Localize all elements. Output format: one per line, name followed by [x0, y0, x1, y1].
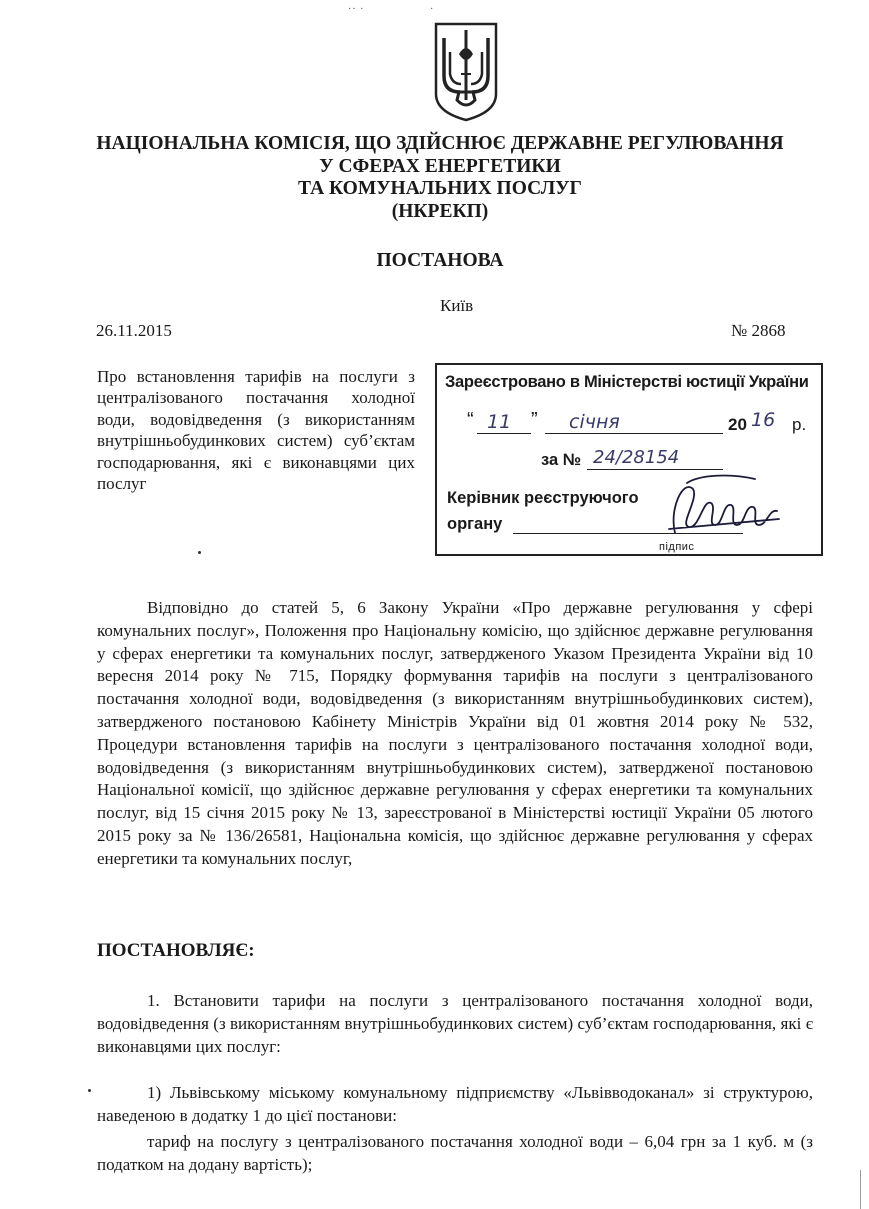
month-line [545, 433, 723, 434]
agency-abbreviation: (НКРЕКП) [391, 200, 489, 222]
document-number: № 2868 [731, 321, 786, 340]
document-type: ПОСТАНОВА [376, 250, 504, 271]
stamp-year-unit: р. [792, 415, 807, 434]
resolve-heading: ПОСТАНОВЛЯЄ: [97, 940, 255, 961]
scan-artifact [88, 1089, 91, 1092]
stamp-month: січня [569, 411, 620, 433]
agency-line-1: НАЦІОНАЛЬНА КОМІСІЯ, ЩО ЗДІЙСНЮЄ ДЕРЖАВНЕ РЕГУЛЮВАННЯ [96, 133, 784, 154]
stamp-head-label: Керівник реєструючого [447, 489, 639, 507]
item-1-1-tariff-paragraph [97, 1131, 813, 1177]
city: Київ [440, 296, 474, 315]
item-1-1-paragraph [97, 1082, 813, 1128]
stamp-title: Зареєстровано в Міністерстві юстиції України [445, 373, 809, 391]
agency-name [60, 133, 820, 223]
agency-line-2: У СФЕРАХ ЕНЕРГЕТИКИ [319, 155, 561, 177]
stamp-organ-label: органу [447, 515, 503, 533]
registration-stamp [435, 363, 823, 556]
preamble-text: Відповідно до статей 5, 6 Закону України «Про державне регулювання у сфері комунальних послуг», Положення про Національну комісію, що здійснює державне регулювання у сферах енергетики та комунальних послуг, затвердженого Указом Президента України від 10 вересня 2014 року № 715, Порядку формування тарифів на послуги з централізованого постачання холодної води, водовідведення (з використанням внутрішньобудинкових систем), затвердженого постановою Кабінету Міністрів України від 01 жовтня 2014 року № 532, Процедури встановлення тарифів на послуги з централізованого постачання холодної води, водовідведення (з використанням внутрішньобудинкових систем), затвердженої постановою Національної комісії, що здійснює державне регулювання у сферах енергетики та комунальних послуг, від 15 січня 2015 року № 13, зареєстрованої в Міністерстві юстиції України 05 лютого 2015 року за № 136/26581, Національна комісія, що здійснює державне регулювання у сферах енергетики та комунальних послуг, [97, 598, 813, 868]
signature-caption: підпис [659, 541, 695, 553]
day-line [477, 433, 531, 434]
stamp-number-label: за № [541, 451, 582, 469]
document-subject: Про встановлення тарифів на послуги з централізованого постачання холодної води, водовідведення (з використанням внутрішньобудинкових систем) суб’єктам господарювання, які є виконавцями цих послуг [97, 367, 415, 494]
scan-artifact: ·· · [348, 4, 365, 15]
agency-line-3: ТА КОМУНАЛЬНИХ ПОСЛУГ [298, 178, 582, 199]
ukraine-coat-of-arms-icon [433, 12, 499, 124]
quote-open: “ [467, 409, 474, 431]
stamp-year-suffix: 16 [751, 409, 776, 431]
preamble-paragraph [97, 597, 813, 871]
item-1-1-tariff-text: тариф на послугу з централізованого постачання холодної води – 6,04 грн за 1 куб. м (з податком на додану вартість); [97, 1132, 813, 1174]
item-1-paragraph [97, 990, 813, 1058]
stamp-year-prefix: 20 [728, 415, 747, 434]
document-date: 26.11.2015 [96, 321, 172, 340]
stamp-day: 11 [487, 411, 512, 433]
signature-mark [659, 469, 789, 543]
scan-edge [860, 1170, 861, 1209]
stamp-number-value: 24/28154 [593, 447, 680, 468]
item-1-text: 1. Встановити тарифи на послуги з централізованого постачання холодної води, водовідведення (з використанням внутрішньобудинкових систем) суб’єктам господарювання, які є виконавцями цих послуг: [97, 991, 813, 1056]
item-1-1-text: 1) Львівському міському комунальному підприємству «Львівводоканал» зі структурою, наведеною в додатку 1 до цієї постанови: [97, 1083, 813, 1125]
scan-artifact: · [430, 4, 435, 15]
scan-artifact [198, 551, 201, 554]
quote-close: ” [531, 409, 538, 431]
